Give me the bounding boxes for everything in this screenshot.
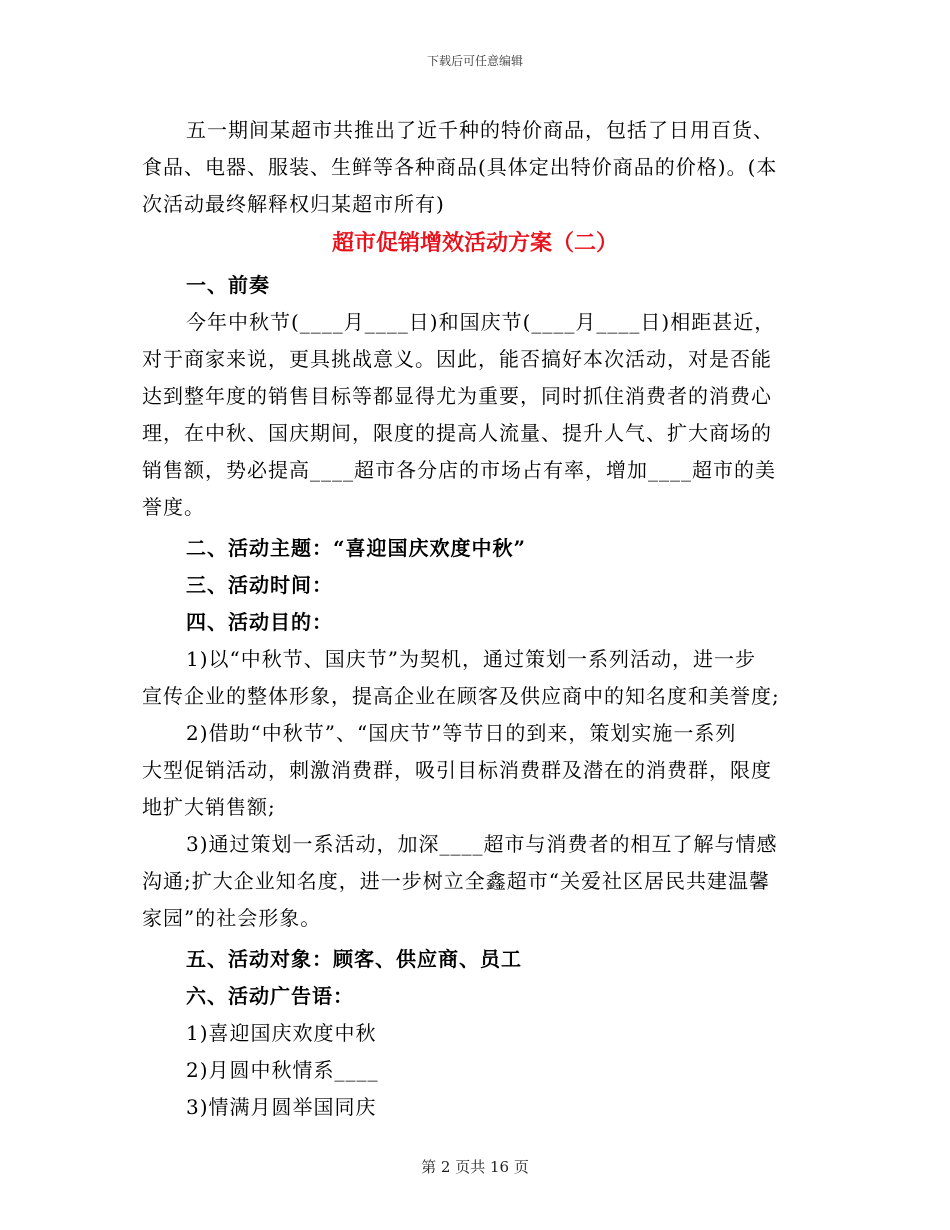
section-heading-theme: 二、活动主题：“喜迎国庆欢度中秋” [186,536,527,560]
prelude-line-3: 达到整年度的销售目标等都显得尤为重要，同时抓住消费者的消费心 [142,384,772,408]
prelude-line-6: 誉度。 [142,495,205,519]
page-number: 第 2 页共 16 页 [421,1158,529,1176]
purpose-line-4: 大型促销活动，刺激消费群，吸引目标消费群及潜在的消费群，限度 [142,758,772,782]
purpose-line-5: 地扩大销售额; [142,795,276,819]
intro-line-1: 五一期间某超市共推出了近千种的特价商品，包括了日用百货、 [186,118,774,142]
section-heading-time: 三、活动时间： [186,573,333,597]
purpose-line-2: 宣传企业的整体形象，提高企业在顾客及供应商中的知名度和美誉度; [142,684,780,708]
slogan-item: 3)情满月圆举国同庆 [186,1095,377,1119]
prelude-line-1: 今年中秋节(____月____日)和国庆节(____月____日)相距甚近， [186,310,776,334]
section-heading-slogans: 六、活动广告语： [186,984,354,1008]
document-title: 超市促销增效活动方案（二） [331,230,618,256]
slogan-item: 1)喜迎国庆欢度中秋 [186,1021,377,1045]
purpose-line-6: 3)通过策划一系活动，加深____超市与消费者的相互了解与情感 [186,832,778,856]
purpose-line-1: 1)以“中秋节、国庆节”为契机，通过策划一系列活动，进一步 [186,647,756,671]
prelude-line-5: 销售额，势必提高____超市各分店的市场占有率，增加____超市的美 [142,458,776,482]
prelude-line-2: 对于商家来说，更具挑战意义。因此，能否搞好本次活动，对是否能 [142,347,772,371]
purpose-line-7: 沟通;扩大企业知名度，进一步树立全鑫超市“关爱社区居民共建温馨 [142,869,770,893]
document-body [142,112,808,1126]
section-heading-purpose: 四、活动目的： [186,610,333,634]
purpose-line-3: 2)借助“中秋节”、“国庆节”等节日的到来，策划实施一系列 [186,721,737,745]
intro-line-2: 食品、电器、服装、生鲜等各种商品(具体定出特价商品的价格)。(本 [142,155,778,179]
slogan-item: 2)月圆中秋情系____ [186,1058,379,1082]
intro-line-3: 次活动最终解释权归某超市所有) [142,192,445,216]
section-heading-audience: 五、活动对象：顾客、供应商、员工 [186,947,522,971]
purpose-line-8: 家园”的社会形象。 [142,906,322,930]
header-note: 下载后可任意编辑 [426,54,523,68]
section-heading-prelude: 一、前奏 [186,273,270,297]
prelude-line-4: 理，在中秋、国庆期间，限度的提高人流量、提升人气、扩大商场的 [142,421,772,445]
